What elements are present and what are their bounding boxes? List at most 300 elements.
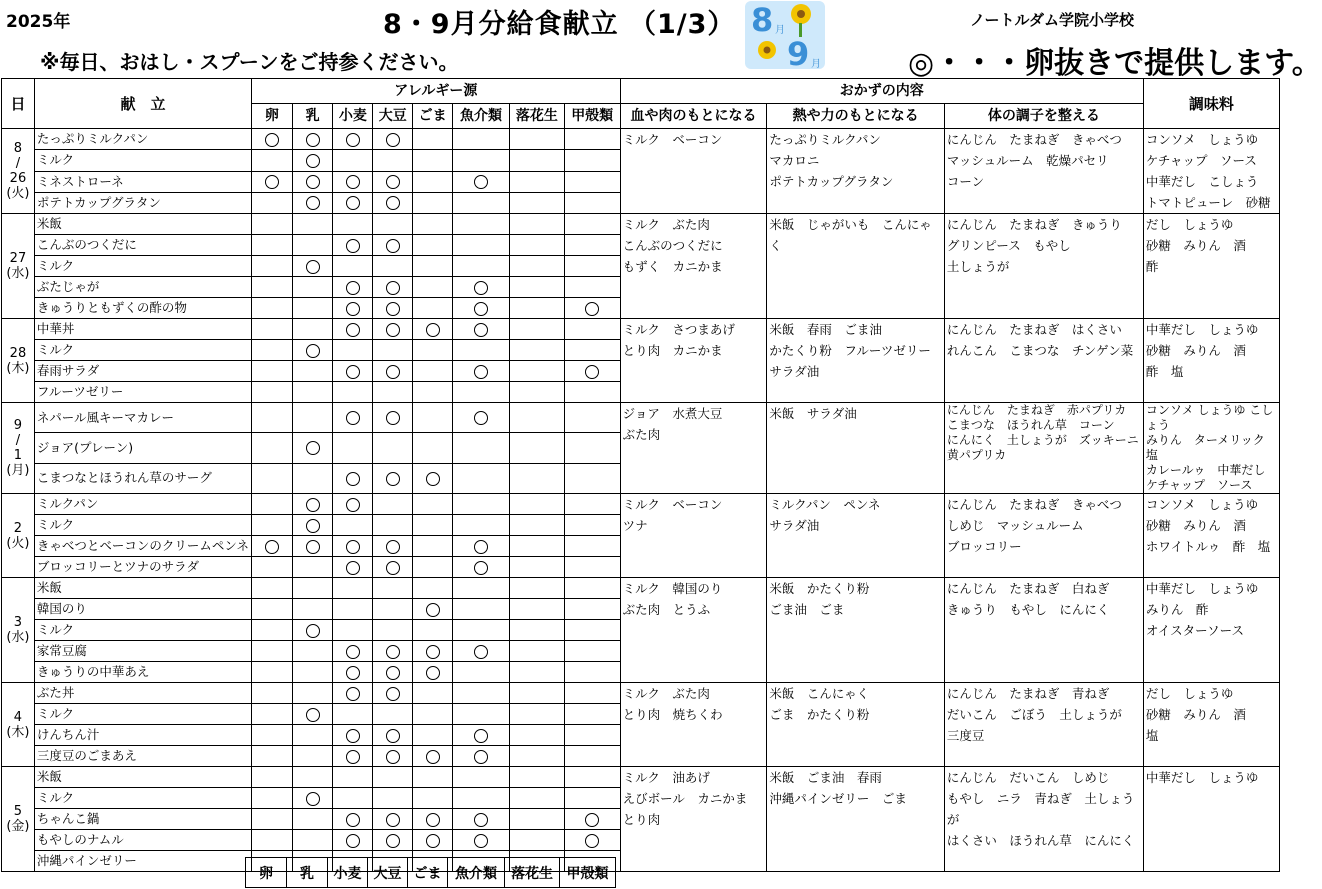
- allergen-cell: [333, 463, 373, 493]
- blood-ingredients: ミルク ベーコン ツナ: [620, 494, 767, 578]
- allergen-cell: [509, 403, 564, 433]
- allergen-circle-icon: [346, 729, 360, 743]
- allergen-circle-icon: [346, 175, 360, 189]
- allergen-circle-icon: [306, 498, 320, 512]
- day-cell: 4 (木): [2, 683, 35, 767]
- allergen-cell: [509, 214, 564, 235]
- allergen-cell: [509, 150, 564, 171]
- energy-ingredients: 米飯 春雨 ごま油 かたくり粉 フルーツゼリー サラダ油: [767, 319, 944, 403]
- allergen-cell: [292, 214, 333, 235]
- allergen-cell: [453, 830, 510, 851]
- allergen-cell: [252, 683, 293, 704]
- allergen-cell: [413, 256, 453, 277]
- allergen-cell: [292, 277, 333, 298]
- allergen-circle-icon: [306, 175, 320, 189]
- allergen-cell: [333, 403, 373, 433]
- table-row: [2, 578, 1280, 599]
- allergen-cell: [373, 192, 413, 213]
- allergen-header: 乳: [292, 104, 333, 129]
- allergen-cell: [252, 578, 293, 599]
- allergen-cell: [509, 662, 564, 683]
- condition-ingredients: にんじん たまねぎ はくさい れんこん こまつな チンゲン菜: [944, 319, 1143, 403]
- energy-ingredients: 米飯 かたくり粉 ごま油 ごま: [767, 578, 944, 683]
- allergen-circle-icon: [306, 344, 320, 358]
- allergen-cell: [509, 433, 564, 463]
- allergen-cell: [509, 235, 564, 256]
- dish-name: 家常豆腐: [34, 641, 251, 662]
- condition-ingredients: にんじん たまねぎ 赤パプリカ こまつな ほうれん草 コーン にんにく 土しょうが ズッキーニ 黄パプリカ: [944, 403, 1143, 494]
- allergen-cell: [453, 767, 510, 788]
- allergen-cell: [333, 319, 373, 340]
- allergen-footer-label: 魚介類: [448, 858, 505, 888]
- allergen-circle-icon: [265, 175, 279, 189]
- allergen-cell: [453, 620, 510, 641]
- allergen-cell: [333, 171, 373, 192]
- allergen-cell: [333, 129, 373, 150]
- condition-ingredients: にんじん たまねぎ 白ねぎ きゅうり もやし にんにく: [944, 578, 1143, 683]
- allergen-cell: [373, 340, 413, 361]
- allergen-cell: [333, 809, 373, 830]
- allergen-cell: [373, 214, 413, 235]
- dish-name: きゃべつとベーコンのクリームペンネ: [34, 536, 251, 557]
- allergen-cell: [373, 319, 413, 340]
- allergen-cell: [252, 599, 293, 620]
- condition-ingredients: にんじん たまねぎ きゃべつ マッシュルーム 乾燥パセリ コーン: [944, 129, 1143, 214]
- svg-text:9: 9: [787, 35, 810, 73]
- allergen-cell: [333, 788, 373, 809]
- allergen-header: 魚介類: [453, 104, 510, 129]
- allergen-cell: [413, 277, 453, 298]
- allergen-cell: [564, 463, 620, 493]
- allergen-cell: [509, 515, 564, 536]
- allergen-cell: [509, 382, 564, 403]
- allergen-header: 落花生: [509, 104, 564, 129]
- allergen-cell: [292, 683, 333, 704]
- allergen-cell: [413, 214, 453, 235]
- day-cell: 5 (金): [2, 767, 35, 872]
- allergen-cell: [373, 725, 413, 746]
- menu-table: [1, 78, 1280, 872]
- dish-name: ミルク: [34, 150, 251, 171]
- allergen-cell: [564, 662, 620, 683]
- allergen-cell: [292, 319, 333, 340]
- allergen-circle-icon: [474, 540, 488, 554]
- allergen-cell: [509, 192, 564, 213]
- allergen-footer-label: 乳: [287, 858, 328, 888]
- energy-ingredients: 米飯 こんにゃく ごま かたくり粉: [767, 683, 944, 767]
- allergen-cell: [453, 641, 510, 662]
- allergen-cell: [292, 662, 333, 683]
- allergen-cell: [252, 361, 293, 382]
- allergen-cell: [453, 235, 510, 256]
- allergen-cell: [509, 361, 564, 382]
- allergen-cell: [564, 235, 620, 256]
- allergen-cell: [509, 704, 564, 725]
- allergen-cell: [413, 830, 453, 851]
- allergen-circle-icon: [386, 133, 400, 147]
- allergen-cell: [453, 557, 510, 578]
- allergen-cell: [564, 256, 620, 277]
- allergen-circle-icon: [346, 834, 360, 848]
- allergen-cell: [413, 403, 453, 433]
- allergen-circle-icon: [386, 196, 400, 210]
- dish-name: ミルク: [34, 340, 251, 361]
- allergen-cell: [509, 830, 564, 851]
- allergen-cell: [413, 557, 453, 578]
- seasoning-ingredients: 中華だし しょうゆ みりん 酢 オイスターソース: [1143, 578, 1279, 683]
- allergen-cell: [252, 150, 293, 171]
- allergen-circle-icon: [386, 175, 400, 189]
- allergen-cell: [333, 767, 373, 788]
- allergen-circle-icon: [386, 750, 400, 764]
- allergen-cell: [413, 641, 453, 662]
- allergen-cell: [413, 578, 453, 599]
- allergen-cell: [373, 515, 413, 536]
- allergen-cell: [564, 298, 620, 319]
- blood-ingredients: ジョア 水煮大豆 ぶた肉: [620, 403, 767, 494]
- allergen-cell: [413, 704, 453, 725]
- allergen-circle-icon: [426, 323, 440, 337]
- dish-name: 中華丼: [34, 319, 251, 340]
- allergen-cell: [252, 494, 293, 515]
- allergen-cell: [564, 403, 620, 433]
- dish-name: ブロッコリーとツナのサラダ: [34, 557, 251, 578]
- day-cell: 2 (火): [2, 494, 35, 578]
- allergen-cell: [509, 536, 564, 557]
- allergen-circle-icon: [346, 472, 360, 486]
- seasoning-ingredients: コンソメ しょうゆ 砂糖 みりん 酒 ホワイトルゥ 酢 塩: [1143, 494, 1279, 578]
- allergen-cell: [292, 767, 333, 788]
- allergen-cell: [509, 319, 564, 340]
- allergen-circle-icon: [346, 323, 360, 337]
- menu-header: 献 立: [34, 79, 251, 129]
- allergen-cell: [252, 725, 293, 746]
- allergen-cell: [413, 129, 453, 150]
- allergen-cell: [252, 788, 293, 809]
- allergen-circle-icon: [346, 750, 360, 764]
- allergen-cell: [453, 536, 510, 557]
- allergen-cell: [333, 662, 373, 683]
- allergen-cell: [453, 725, 510, 746]
- allergen-circle-icon: [474, 561, 488, 575]
- allergen-cell: [252, 746, 293, 767]
- allergen-circle-icon: [386, 302, 400, 316]
- allergen-cell: [413, 298, 453, 319]
- condition-ingredients: にんじん だいこん しめじ もやし ニラ 青ねぎ 土しょうが はくさい ほうれん草 にんにく: [944, 767, 1143, 872]
- allergen-cell: [413, 494, 453, 515]
- allergen-cell: [373, 382, 413, 403]
- table-row: [2, 494, 1280, 515]
- allergen-cell: [373, 298, 413, 319]
- allergen-cell: [252, 340, 293, 361]
- blood-ingredients: ミルク ぶた肉 とり肉 焼ちくわ: [620, 683, 767, 767]
- allergen-cell: [564, 746, 620, 767]
- allergen-cell: [333, 620, 373, 641]
- allergen-circle-icon: [474, 281, 488, 295]
- allergen-cell: [373, 620, 413, 641]
- allergen-circle-icon: [306, 519, 320, 533]
- allergen-cell: [413, 536, 453, 557]
- allergen-cell: [509, 277, 564, 298]
- allergen-cell: [564, 129, 620, 150]
- table-row: [2, 319, 1280, 340]
- dish-name: ポテトカップグラタン: [34, 192, 251, 213]
- allergen-cell: [413, 620, 453, 641]
- allergen-cell: [564, 433, 620, 463]
- allergen-cell: [333, 536, 373, 557]
- allergen-cell: [509, 129, 564, 150]
- dish-name: フルーツゼリー: [34, 382, 251, 403]
- allergen-cell: [252, 557, 293, 578]
- allergen-cell: [453, 683, 510, 704]
- dish-name: 沖縄パインゼリー: [34, 851, 251, 872]
- allergen-circle-icon: [306, 540, 320, 554]
- allergen-header: ごま: [413, 104, 453, 129]
- day-header: 日: [2, 79, 35, 129]
- allergen-cell: [333, 340, 373, 361]
- allergen-cell: [453, 340, 510, 361]
- allergen-cell: [292, 382, 333, 403]
- allergen-cell: [453, 433, 510, 463]
- allergen-cell: [453, 129, 510, 150]
- allergen-cell: [292, 129, 333, 150]
- allergen-circle-icon: [386, 281, 400, 295]
- allergen-cell: [373, 599, 413, 620]
- table-row: [2, 214, 1280, 235]
- day-cell: 9 / 1 (月): [2, 403, 35, 494]
- allergen-circle-icon: [346, 133, 360, 147]
- allergen-cell: [292, 298, 333, 319]
- allergen-cell: [292, 830, 333, 851]
- allergen-circle-icon: [474, 175, 488, 189]
- dish-name: 春雨サラダ: [34, 361, 251, 382]
- allergen-cell: [509, 746, 564, 767]
- allergen-cell: [333, 683, 373, 704]
- allergen-cell: [564, 171, 620, 192]
- allergen-circle-icon: [474, 411, 488, 425]
- allergen-cell: [509, 340, 564, 361]
- day-cell: 28 (木): [2, 319, 35, 403]
- allergen-cell: [333, 214, 373, 235]
- blood-ingredients: ミルク ベーコン: [620, 129, 767, 214]
- allergen-cell: [453, 319, 510, 340]
- allergen-circle-icon: [386, 365, 400, 379]
- allergen-circle-icon: [474, 750, 488, 764]
- allergen-cell: [292, 704, 333, 725]
- allergen-cell: [252, 129, 293, 150]
- allergen-circle-icon: [386, 834, 400, 848]
- dish-name: ジョア(プレーン): [34, 433, 251, 463]
- allergen-cell: [333, 746, 373, 767]
- seasoning-ingredients: 中華だし しょうゆ 砂糖 みりん 酒 酢 塩: [1143, 319, 1279, 403]
- allergen-cell: [509, 767, 564, 788]
- allergen-circle-icon: [346, 365, 360, 379]
- allergen-cell: [252, 809, 293, 830]
- dish-name: たっぷりミルクパン: [34, 129, 251, 150]
- allergen-cell: [373, 129, 413, 150]
- allergen-cell: [413, 171, 453, 192]
- allergen-circle-icon: [426, 666, 440, 680]
- allergen-cell: [453, 277, 510, 298]
- allergen-cell: [564, 725, 620, 746]
- allergen-cell: [252, 641, 293, 662]
- dish-name: もやしのナムル: [34, 830, 251, 851]
- allergen-header: 甲殻類: [564, 104, 620, 129]
- allergen-cell: [292, 256, 333, 277]
- allergen-cell: [564, 704, 620, 725]
- allergen-cell: [564, 683, 620, 704]
- allergen-cell: [373, 641, 413, 662]
- allergen-cell: [373, 809, 413, 830]
- allergen-cell: [453, 403, 510, 433]
- allergen-cell: [373, 463, 413, 493]
- allergen-cell: [333, 599, 373, 620]
- allergen-header: 大豆: [373, 104, 413, 129]
- allergen-cell: [509, 171, 564, 192]
- energy-ingredients: ミルクパン ペンネ サラダ油: [767, 494, 944, 578]
- allergen-cell: [413, 382, 453, 403]
- allergen-circle-icon: [306, 196, 320, 210]
- allergen-cell: [252, 620, 293, 641]
- allergen-cell: [564, 382, 620, 403]
- allergen-cell: [252, 235, 293, 256]
- allergen-circle-icon: [474, 365, 488, 379]
- allergen-cell: [373, 277, 413, 298]
- allergen-circle-icon: [346, 561, 360, 575]
- allergen-cell: [292, 463, 333, 493]
- dish-name: こまつなとほうれん草のサーグ: [34, 463, 251, 493]
- allergen-circle-icon: [426, 813, 440, 827]
- energy-ingredients: 米飯 ごま油 春雨 沖縄パインゼリー ごま: [767, 767, 944, 872]
- allergen-cell: [252, 704, 293, 725]
- allergen-circle-icon: [585, 365, 599, 379]
- allergen-footer-label: 卵: [246, 858, 287, 888]
- allergen-circle-icon: [265, 540, 279, 554]
- allergen-cell: [252, 403, 293, 433]
- allergen-header: 卵: [252, 104, 293, 129]
- dish-name: ミルク: [34, 256, 251, 277]
- allergen-cell: [292, 515, 333, 536]
- ingredient-column-header: 血や肉のもとになる: [620, 104, 767, 129]
- allergen-cell: [373, 683, 413, 704]
- allergen-circle-icon: [346, 540, 360, 554]
- allergen-cell: [292, 433, 333, 463]
- dish-name: ミルク: [34, 515, 251, 536]
- allergen-cell: [453, 494, 510, 515]
- allergen-cell: [333, 704, 373, 725]
- allergen-cell: [333, 725, 373, 746]
- allergen-cell: [333, 641, 373, 662]
- allergen-circle-icon: [426, 603, 440, 617]
- allergen-cell: [252, 536, 293, 557]
- allergen-cell: [252, 433, 293, 463]
- blood-ingredients: ミルク 油あげ えびボール カニかま とり肉: [620, 767, 767, 872]
- allergen-cell: [292, 557, 333, 578]
- dish-name: ミルク: [34, 704, 251, 725]
- allergen-cell: [564, 214, 620, 235]
- allergen-cell: [373, 767, 413, 788]
- day-cell: 8 / 26 (火): [2, 129, 35, 214]
- allergen-cell: [453, 746, 510, 767]
- allergen-cell: [564, 599, 620, 620]
- allergen-cell: [564, 767, 620, 788]
- blood-ingredients: ミルク 韓国のり ぶた肉 とうふ: [620, 578, 767, 683]
- allergen-circle-icon: [426, 645, 440, 659]
- allergen-cell: [413, 192, 453, 213]
- allergen-circle-icon: [585, 813, 599, 827]
- allergen-cell: [564, 809, 620, 830]
- allergen-header: 小麦: [333, 104, 373, 129]
- allergen-cell: [509, 809, 564, 830]
- allergen-circle-icon: [306, 624, 320, 638]
- allergen-cell: [509, 620, 564, 641]
- allergen-cell: [292, 192, 333, 213]
- allergen-cell: [373, 662, 413, 683]
- allergen-cell: [333, 150, 373, 171]
- table-row: [2, 129, 1280, 150]
- allergen-cell: [333, 298, 373, 319]
- allergen-cell: [564, 150, 620, 171]
- allergen-circle-icon: [386, 645, 400, 659]
- dish-name: 韓国のり: [34, 599, 251, 620]
- allergen-cell: [509, 463, 564, 493]
- year-label: 2025年: [6, 12, 71, 32]
- allergen-circle-icon: [386, 411, 400, 425]
- energy-ingredients: 米飯 サラダ油: [767, 403, 944, 494]
- allergen-cell: [333, 192, 373, 213]
- allergen-circle-icon: [386, 323, 400, 337]
- allergen-cell: [564, 515, 620, 536]
- allergen-circle-icon: [474, 813, 488, 827]
- allergen-cell: [509, 788, 564, 809]
- allergen-circle-icon: [346, 813, 360, 827]
- allergen-cell: [413, 725, 453, 746]
- condition-ingredients: にんじん たまねぎ きゃべつ しめじ マッシュルーム ブロッコリー: [944, 494, 1143, 578]
- dish-name: 三度豆のごまあえ: [34, 746, 251, 767]
- allergen-cell: [292, 641, 333, 662]
- allergen-cell: [509, 725, 564, 746]
- school-name: ノートルダム学院小学校: [970, 11, 1134, 29]
- allergen-cell: [333, 235, 373, 256]
- allergen-cell: [252, 277, 293, 298]
- allergen-cell: [564, 578, 620, 599]
- allergen-circle-icon: [346, 645, 360, 659]
- allergen-cell: [413, 150, 453, 171]
- day-cell: 3 (水): [2, 578, 35, 683]
- allergen-cell: [252, 192, 293, 213]
- allergen-cell: [373, 256, 413, 277]
- allergen-cell: [252, 256, 293, 277]
- allergen-cell: [413, 767, 453, 788]
- allergen-circle-icon: [386, 561, 400, 575]
- seasoning-ingredients: だし しょうゆ 砂糖 みりん 酒 酢: [1143, 214, 1279, 319]
- allergen-cell: [373, 830, 413, 851]
- allergen-cell: [453, 298, 510, 319]
- dish-name: きゅうりともずくの酢の物: [34, 298, 251, 319]
- allergen-cell: [292, 235, 333, 256]
- allergen-cell: [413, 809, 453, 830]
- allergen-cell: [373, 578, 413, 599]
- allergen-circle-icon: [426, 834, 440, 848]
- dish-name: ミネストローネ: [34, 171, 251, 192]
- dish-name: きゅうりの中華あえ: [34, 662, 251, 683]
- allergen-cell: [564, 361, 620, 382]
- allergen-cell: [292, 599, 333, 620]
- allergen-cell: [252, 830, 293, 851]
- chopsticks-note: ※毎日、おはし・スプーンをご持参ください。: [40, 50, 459, 74]
- allergen-circle-icon: [474, 834, 488, 848]
- allergen-cell: [292, 809, 333, 830]
